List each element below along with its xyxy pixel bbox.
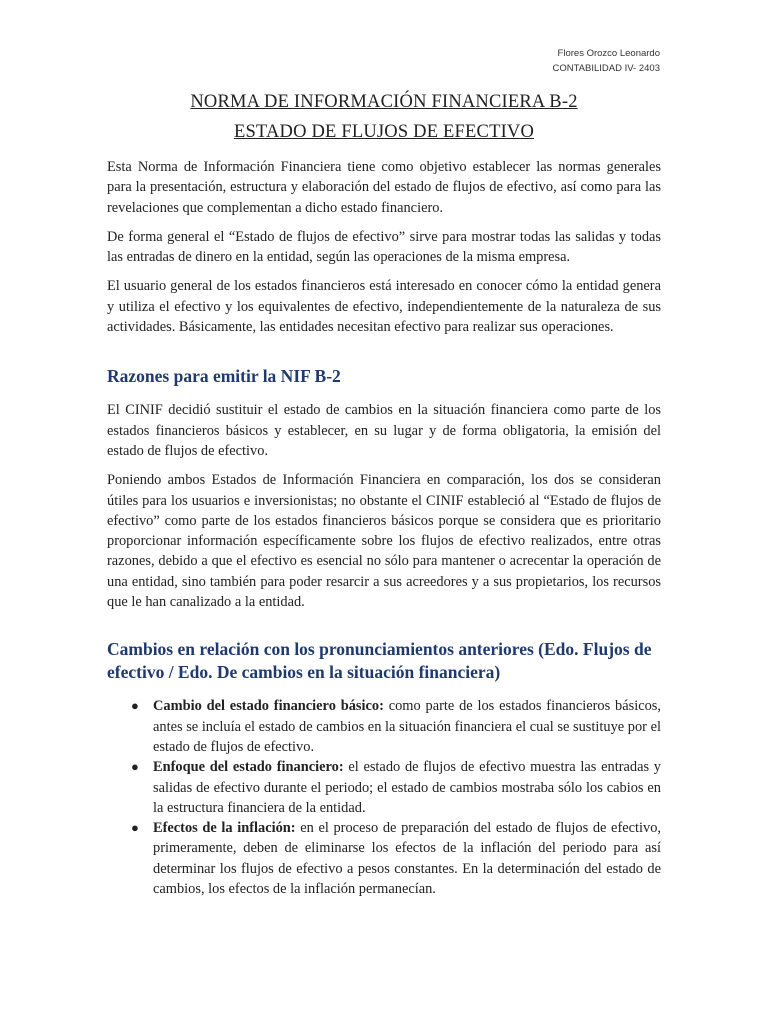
section-paragraph: Poniendo ambos Estados de Información Financiera en comparación, los dos se consideran útiles para los usuarios e inversionistas; no obstante el CINIF estableció al “Estado de flujos de efectivo” como parte de los estados financieros básicos porque se considera que es prioritario proporcionar información específicamente sobre los flujos de efectivo realizados, entre otras razones, debido a que el efectivo es esencial no sólo para mantener o acrecentar la operación de una entidad, sino también para poder resarcir a sus acreedores y a sus propietarios, los recursos que le han canalizado a la entidad. xyxy=(107,472,661,611)
list-item-term: Cambio del estado financiero básico: xyxy=(153,698,384,715)
document-body xyxy=(107,92,661,899)
bullet-icon: ● xyxy=(131,759,139,775)
section-paragraph: El CINIF decidió sustituir el estado de cambios en la situación financiera como parte de los estados financieros básicos y establecer, en su lugar y de forma obligatoria, la emisión del estado de flujos de efectivo. xyxy=(107,402,661,459)
list-item-text: como parte de los estados financieros básicos, antes se incluía el estado de cambios en la situación financiera el cual se sustituye por el estado de flujos de efectivo. xyxy=(153,698,661,755)
list-item xyxy=(131,696,661,757)
intro-paragraph: Esta Norma de Información Financiera tiene como objetivo establecer las normas generales para la presentación, estructura y elaboración del estado de flujos de efectivo, así como para las revelaciones que complementan a dicho estado financiero. xyxy=(107,159,661,216)
list-item-term: Efectos de la inflación: xyxy=(153,820,296,837)
list-item xyxy=(131,818,661,899)
section-heading-reasons: Razones para emitir la NIF B-2 xyxy=(107,366,341,387)
document-subtitle: ESTADO DE FLUJOS DE EFECTIVO xyxy=(233,122,535,142)
page-header xyxy=(552,46,660,76)
intro-paragraph: El usuario general de los estados financieros está interesado en conocer cómo la entidad genera y utiliza el efectivo y los equivalentes de efectivo, independientemente de la naturaleza de sus actividades. Básicamente, las entidades necesitan efectivo para realizar sus operaciones. xyxy=(107,278,661,336)
changes-list xyxy=(107,696,661,899)
header-author: Flores Orozco Leonardo xyxy=(557,48,660,59)
list-item xyxy=(131,757,661,818)
section-heading-changes: Cambios en relación con los pronunciamientos anteriores (Edo. Flujos de efectivo / Edo. De cambios en la situación financiera) xyxy=(107,639,652,683)
list-item-text: en el proceso de preparación del estado de flujos de efectivo, primeramente, deben de eliminarse los efectos de la inflación del periodo para así determinar los flujos de efectivo a pesos constantes. En la determinación del estado de cambios, los efectos de la inflación permanecían. xyxy=(153,820,661,898)
bullet-icon: ● xyxy=(131,820,139,836)
intro-paragraph: De forma general el “Estado de flujos de efectivo” sirve para mostrar todas las salidas y todas las entradas de dinero en la entidad, según las operaciones de la misma empresa. xyxy=(107,228,661,266)
bullet-icon: ● xyxy=(131,698,139,714)
header-course: CONTABILIDAD IV- 2403 xyxy=(552,63,660,74)
list-item-term: Enfoque del estado financiero: xyxy=(153,759,344,776)
document-title: NORMA DE INFORMACIÓN FINANCIERA B-2 xyxy=(190,92,578,112)
list-item-text: el estado de flujos de efectivo muestra las entradas y salidas de efectivo durante el periodo; el estado de cambios mostraba sólo los cabios en la estructura financiera de la entidad. xyxy=(153,759,661,816)
